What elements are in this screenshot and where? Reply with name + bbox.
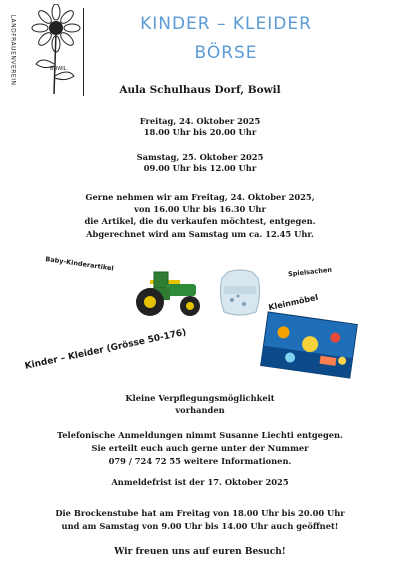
baby-sleeping-bag-image: [214, 268, 266, 318]
logo-text: LANDFRAUENVEREIN: [9, 14, 17, 86]
intake-line-2: von 16.00 Uhr bis 16.30 Uhr: [134, 204, 266, 214]
sticker-kinder-kleider: Kinder – Kleider (Grösse 50-176): [24, 327, 188, 372]
intake-line-4: Abgerechnet wird am Samstag um ca. 12.45 Uhr.: [86, 229, 314, 239]
deadline: Anmeldefrist ist der 17. Oktober 2025: [111, 477, 289, 487]
registration-line-2: Sie erteilt euch auch gerne unter der Nummer: [91, 443, 309, 453]
intake-line-3: die Artikel, die du verkaufen möchtest, entgegen.: [84, 216, 316, 226]
landfrauenverein-logo: [6, 4, 84, 96]
closing-message: Wir freuen uns auf euren Besuch!: [114, 547, 286, 557]
logo-place: BOWIL: [50, 66, 67, 72]
food-line-1: Kleine Verpflegungsmöglichkeit: [125, 393, 275, 403]
date-1-day: Freitag, 24. Oktober 2025: [139, 116, 261, 126]
brockenstube-line-2: und am Samstag von 9.00 Uhr bis 14.00 Uhr auch geöffnet!: [61, 521, 339, 531]
date-2-time: 09.00 Uhr bis 12.00 Uhr: [143, 163, 257, 173]
sunflower-icon: [24, 4, 84, 96]
puzzle-image: [258, 310, 359, 381]
brockenstube-line-1: Die Brockenstube hat am Freitag von 18.00 Uhr bis 20.00 Uhr: [55, 508, 345, 518]
title-line-1: KINDER – KLEIDER: [140, 14, 312, 34]
sticker-kleinmoebel: Kleinmöbel: [267, 292, 319, 313]
registration-phone: 079 / 724 72 55 weitere Informationen.: [108, 456, 292, 466]
logo-divider: [83, 8, 84, 96]
food-line-2: vorhanden: [175, 405, 225, 415]
venue: Aula Schulhaus Dorf, Bowil: [119, 84, 281, 96]
intake-line-1: Gerne nehmen wir am Freitag, 24. Oktober 2025,: [85, 192, 315, 202]
title-line-2: BÖRSE: [194, 43, 258, 63]
date-1-time: 18.00 Uhr bis 20.00 Uhr: [143, 127, 257, 137]
date-2-day: Samstag, 25. Oktober 2025: [136, 152, 264, 162]
registration-line-1: Telefonische Anmeldungen nimmt Susanne Liechti entgegen.: [57, 430, 343, 440]
toy-tractor-image: [130, 268, 206, 318]
sticker-spielsachen: Spielsachen: [287, 265, 333, 279]
sticker-baby-kinderartikel: Baby-Kinderartikel: [44, 255, 115, 273]
